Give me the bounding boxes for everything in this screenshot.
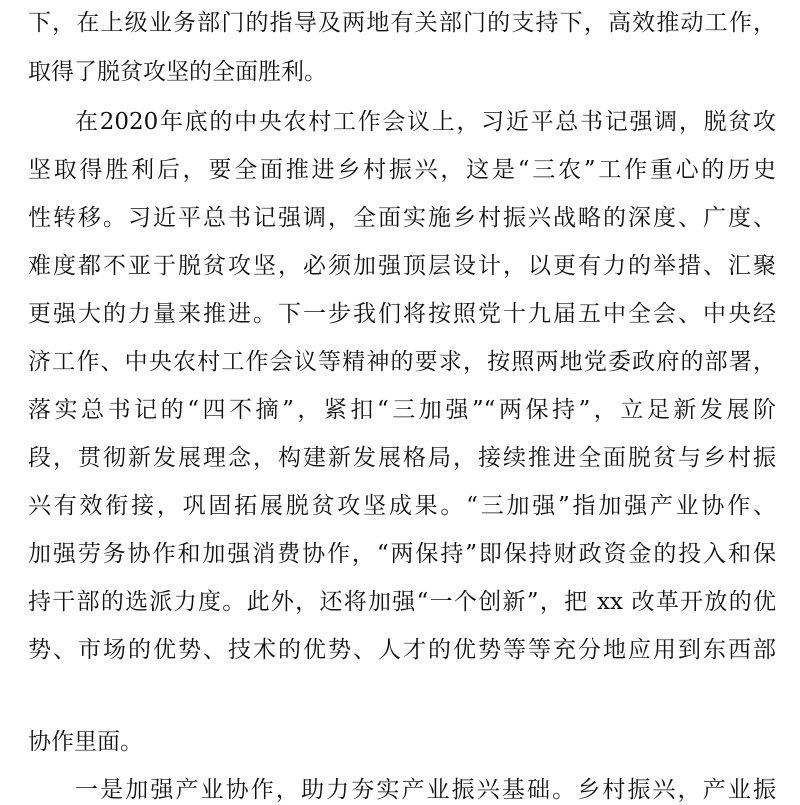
text-line: 性转移。习近平总书记强调，全面实施乡村振兴战略的深度、广度、 xyxy=(28,205,776,231)
text-line: 持干部的选派力度。此外，还将加强“一个创新”，把 xx 改革开放的优 xyxy=(28,589,776,615)
text-line: 下，在上级业务部门的指导及两地有关部门的支持下，高效推动工作， xyxy=(28,10,776,36)
text-line: 段，贯彻新发展理念，构建新发展格局，接续推进全面脱贫与乡村振 xyxy=(28,445,776,471)
text-line: 势、市场的优势、技术的优势、人才的优势等等充分地应用到东西部 xyxy=(28,637,776,663)
paragraph-start-line: 在2020年底的中央农村工作会议上，习近平总书记强调，脱贫攻 xyxy=(75,109,776,135)
text-line: 难度都不亚于脱贫攻坚，必须加强顶层设计，以更有力的举措、汇聚 xyxy=(28,253,776,279)
paragraph-start-line: 一是加强产业协作，助力夯实产业振兴基础。乡村振兴，产业振 xyxy=(75,777,776,803)
text-line: 更强大的力量来推进。下一步我们将按照党十九届五中全会、中央经 xyxy=(28,301,776,327)
text-line: 坚取得胜利后，要全面推进乡村振兴，这是“三农”工作重心的历史 xyxy=(28,157,776,183)
text-line: 协作里面。 xyxy=(28,729,143,755)
text-line: 济工作、中央农村工作会议等精神的要求，按照两地党委政府的部署， xyxy=(28,349,776,375)
text-line: 加强劳务协作和加强消费协作，“两保持”即保持财政资金的投入和保 xyxy=(28,541,776,567)
text-line: 落实总书记的“四不摘”，紧扣“三加强”“两保持”，立足新发展阶 xyxy=(28,397,776,423)
text-line: 兴有效衔接，巩固拓展脱贫攻坚成果。“三加强”指加强产业协作、 xyxy=(28,493,776,519)
text-line: 取得了脱贫攻坚的全面胜利。 xyxy=(28,59,327,85)
